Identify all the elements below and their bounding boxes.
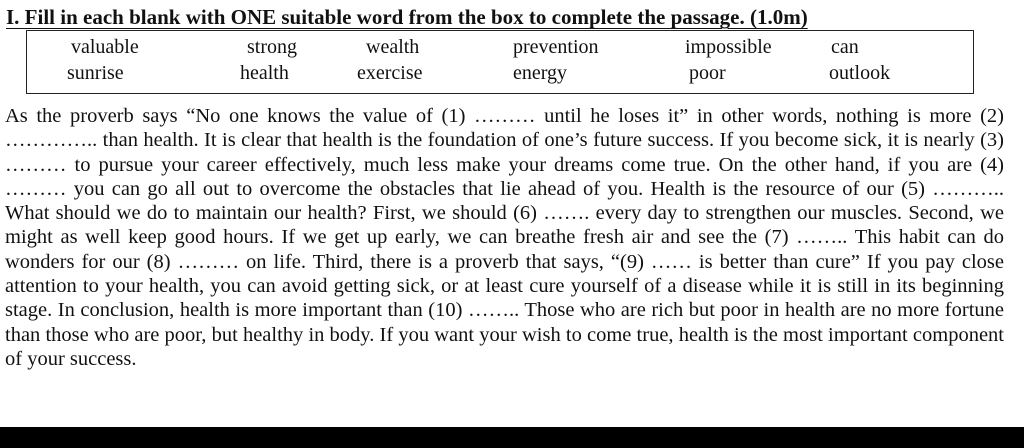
- bottom-black-bar: [0, 427, 1024, 448]
- word-box-item: exercise: [357, 62, 423, 84]
- word-box-item: prevention: [513, 36, 599, 58]
- word-box-item: poor: [689, 62, 726, 84]
- word-box-item: energy: [513, 62, 568, 84]
- word-box-item: health: [240, 62, 289, 84]
- word-box-item: strong: [247, 36, 297, 58]
- passage-text: As the proverb says “No one knows the value of (1) ……… until he loses it” in other words, nothing is more (2) ………….. than health. It is clear that health is the foundation of one’s future success. If you become sick, it is nearly (3) ……… to pursue your career effectively, much less make your dreams come true. On the other hand, if you are (4) ……… you can go all out to overcome the obstacles that lie ahead of you. Health is the resource of our (5) ……….. What should we do to maintain our health? First, we should (6) ……. every day to strengthen our muscles. Second, we might as well keep good hours. If we get up early, we can breathe fresh air and see the (7) …….. This habit can do wonders for our (8) ……… on life. Third, there is a proverb that says, “(9) …… is better than cure” If you pay close attention to your health, you can avoid getting sick, or at least cure yourself of a disease while it is still in its beginning stage. In conclusion, health is more important than (10) …….. Those who are rich but poor in health are no more fortune than those who are poor, but healthy in body. If you want your wish to come true, health is the most important component of your success.: [5, 105, 1004, 370]
- word-box-item: sunrise: [67, 62, 124, 84]
- word-box-item: wealth: [366, 36, 420, 58]
- word-box-item: valuable: [71, 36, 139, 58]
- word-box-item: impossible: [685, 36, 772, 58]
- word-box-item: outlook: [829, 62, 891, 84]
- exercise-heading: I. Fill in each blank with ONE suitable word from the box to complete the passage. (1.0m): [6, 5, 808, 29]
- word-box-item: can: [831, 36, 859, 58]
- word-box: [26, 30, 974, 94]
